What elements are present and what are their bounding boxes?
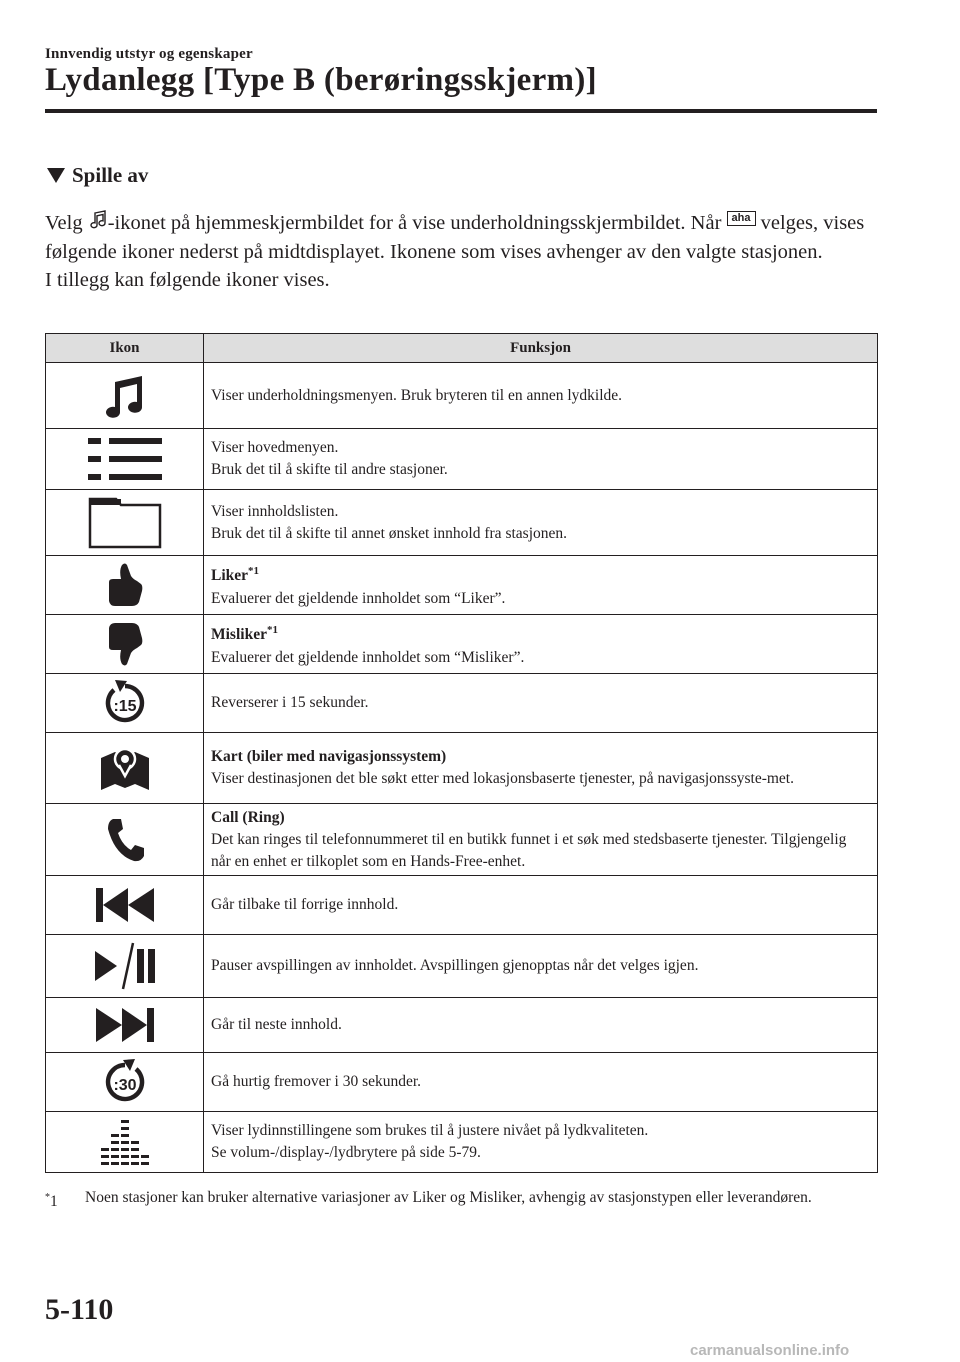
table-row: [46, 1053, 878, 1112]
table-row: [46, 556, 878, 615]
running-header-section: Innvendig utstyr og egenskaper: [45, 46, 253, 62]
column-header-function: Funksjon: [204, 334, 878, 363]
row-title: Misliker$^{*1}$: [211, 624, 278, 644]
table-row: [46, 876, 878, 935]
row-title: Kart (biler med navigasjonssystem): [211, 748, 447, 765]
table-row: [46, 733, 878, 804]
forward-30-label: :30: [112, 1077, 137, 1094]
equalizer-icon: [97, 1118, 153, 1166]
play-pause-icon: [93, 941, 157, 991]
map-pin-icon: [99, 744, 151, 792]
intro-text-b: -ikonet på hjemmeskjermbildet for å vise underholdningsskjermbildet. Når: [107, 212, 727, 234]
table-row: [46, 674, 878, 733]
triangle-bullet-icon: [47, 168, 65, 183]
row-description: Se volum-/display-/lydbrytere på side 5-79.: [211, 1144, 481, 1161]
rewind-15-label: :15: [112, 698, 137, 715]
forward-30-icon: [100, 1057, 150, 1107]
header-divider: [45, 109, 877, 113]
row-description: Går til neste innhold.: [211, 1016, 342, 1033]
aha-inline-icon: aha: [727, 211, 756, 226]
row-description: Evaluerer det gjeldende innholdet som “Liker”.: [211, 589, 506, 607]
music-note-icon: [100, 371, 150, 421]
intro-text-c: velges, vises følgende ikoner nederst på midtdisplayet. Ikonene som vises avhenger av den valgte stasjonen.: [45, 212, 865, 263]
row-title: Liker$^{*1}$: [211, 565, 260, 585]
row-title: Call (Ring): [211, 808, 285, 826]
row-description: Evaluerer det gjeldende innholdet som “Misliker”.: [211, 648, 525, 666]
row-description: Viser lydinnstillingene som brukes til å justere nivået på lydkvaliteten.: [211, 1122, 649, 1139]
section-heading-text: Spille av: [72, 163, 149, 187]
section-heading: [47, 163, 148, 188]
row-description: Bruk det til å skifte til andre stasjoner.: [211, 461, 448, 478]
footnote-text: Noen stasjoner kan bruker alternative variasjoner av Liker og Misliker, avhengig av stasjonstypen eller leverandøren.: [85, 1189, 812, 1206]
skip-back-icon: [94, 886, 156, 924]
row-description: Bruk det til å skifte til annet ønsket innhold fra stasjonen.: [211, 524, 568, 542]
row-description: Det kan ringes til telefonnummeret til en butikk funnet i et søk med stedsbaserte tjenester. Tilgjengelig når en enhet er tilkoplet som en Hands-Free-enhet.: [211, 830, 847, 870]
table-row: [46, 935, 878, 998]
rewind-15-icon: [100, 678, 150, 728]
table-row: [46, 615, 878, 674]
intro-paragraph: [45, 209, 877, 295]
row-description: Pauser avspillingen av innholdet. Avspillingen gjenopptas når det velges igjen.: [211, 957, 699, 974]
row-description: Går tilbake til forrige innhold.: [211, 896, 399, 913]
table-row: [46, 429, 878, 490]
row-description: Viser destinasjonen det ble søkt etter med lokasjonsbaserte tjenester, på navigasjonssyste-met.: [211, 770, 794, 787]
table-header-row: [46, 334, 878, 363]
list-icon: [86, 436, 164, 482]
page-number: 5-110: [45, 1293, 114, 1326]
row-description: Viser hovedmenyen.: [211, 439, 339, 456]
column-header-icon: Ikon: [46, 334, 204, 363]
table-row: [46, 490, 878, 556]
watermark: carmanualsonline.info: [690, 1342, 850, 1359]
table-row: [46, 363, 878, 429]
intro-line-1: [45, 209, 877, 266]
skip-forward-icon: [94, 1006, 156, 1044]
row-description: Reverserer i 15 sekunder.: [211, 694, 369, 711]
table-row: [46, 1112, 878, 1173]
intro-line-2: I tillegg kan følgende ikoner vises.: [45, 269, 330, 291]
table-row: [46, 998, 878, 1053]
footnote: [45, 1187, 877, 1209]
row-description: Viser underholdningsmenyen. Bruk bryteren til en annen lydkilde.: [211, 386, 623, 404]
thumbs-down-icon: [105, 621, 145, 667]
page-title: Lydanlegg [Type B (berøringsskjerm)]: [45, 62, 597, 98]
table-row: [46, 804, 878, 876]
thumbs-up-icon: [105, 562, 145, 608]
phone-icon: [105, 817, 145, 863]
intro-text-a: Velg: [45, 212, 88, 234]
music-note-inline-icon: [88, 210, 108, 230]
footnote-marker: *1: [45, 1192, 58, 1211]
row-description: Viser innholdslisten.: [211, 502, 339, 520]
row-description: Gå hurtig fremover i 30 sekunder.: [211, 1073, 422, 1090]
icon-function-table: [45, 333, 878, 1173]
folder-icon: [88, 497, 162, 549]
